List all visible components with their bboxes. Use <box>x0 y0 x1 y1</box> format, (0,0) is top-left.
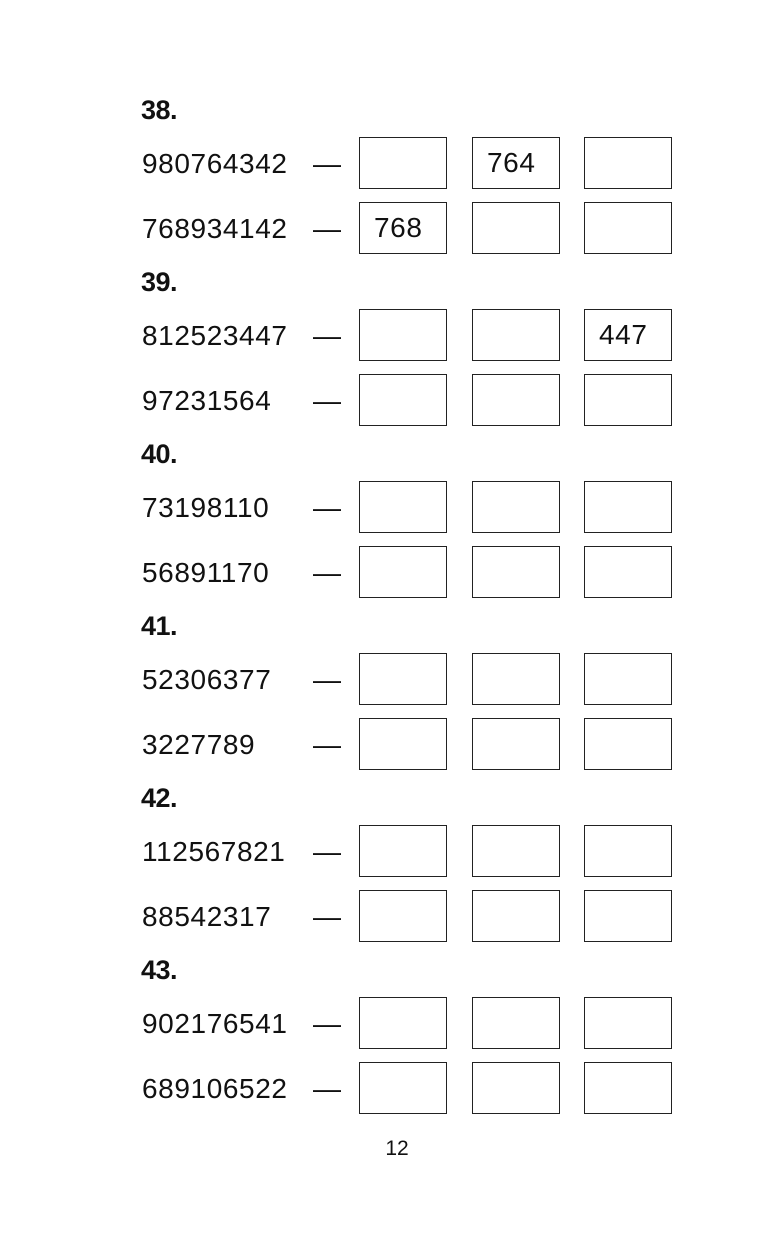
number-row <box>0 825 768 879</box>
dash: — <box>313 1008 341 1039</box>
answer-box[interactable]: 768 <box>359 202 447 254</box>
source-number: 52306377 <box>142 664 272 695</box>
answer-box[interactable] <box>472 374 560 426</box>
dash: — <box>313 729 341 760</box>
source-number: 73198110 <box>142 492 270 523</box>
number-row <box>0 890 768 944</box>
answer-box[interactable] <box>359 137 447 189</box>
answer-box[interactable] <box>359 546 447 598</box>
answer-box[interactable] <box>359 481 447 533</box>
source-number: 902176541 <box>142 1008 288 1039</box>
dash: — <box>313 213 341 244</box>
answer-box[interactable] <box>472 309 560 361</box>
answer-box[interactable] <box>359 997 447 1049</box>
source-number: 768934142 <box>142 213 288 244</box>
answer-box[interactable] <box>359 309 447 361</box>
answer-box[interactable] <box>472 202 560 254</box>
answer-box[interactable] <box>472 1062 560 1114</box>
source-number: 88542317 <box>142 901 272 932</box>
answer-box[interactable]: 447 <box>584 309 672 361</box>
answer-box[interactable] <box>472 718 560 770</box>
number-row <box>0 137 768 191</box>
dash: — <box>313 836 341 867</box>
dash: — <box>313 148 341 179</box>
dash: — <box>313 901 341 932</box>
number-row <box>0 997 768 1051</box>
exercise-number: 39. <box>141 267 178 297</box>
source-number: 97231564 <box>142 385 272 416</box>
answer-box[interactable] <box>472 825 560 877</box>
source-number: 112567821 <box>142 836 286 867</box>
number-row <box>0 653 768 707</box>
number-row <box>0 1062 768 1116</box>
answer-box[interactable] <box>359 1062 447 1114</box>
answer-box[interactable] <box>359 653 447 705</box>
answer-box[interactable] <box>472 653 560 705</box>
answer-box[interactable] <box>472 546 560 598</box>
answer-box[interactable] <box>359 825 447 877</box>
answer-box[interactable] <box>472 890 560 942</box>
dash: — <box>313 1073 341 1104</box>
answer-box[interactable]: 764 <box>472 137 560 189</box>
answer-box[interactable] <box>472 997 560 1049</box>
source-number: 980764342 <box>142 148 288 179</box>
exercise-number: 40. <box>141 439 178 469</box>
answer-box[interactable] <box>359 374 447 426</box>
dash: — <box>313 320 341 351</box>
answer-box[interactable] <box>584 997 672 1049</box>
answer-box[interactable] <box>359 890 447 942</box>
source-number: 812523447 <box>142 320 288 351</box>
answer-box[interactable] <box>584 137 672 189</box>
answer-box[interactable] <box>584 890 672 942</box>
exercise-number: 42. <box>141 783 178 813</box>
number-row <box>0 374 768 428</box>
answer-box[interactable] <box>584 546 672 598</box>
number-row <box>0 481 768 535</box>
answer-box[interactable] <box>359 718 447 770</box>
dash: — <box>313 492 341 523</box>
answer-box[interactable] <box>584 1062 672 1114</box>
answer-box[interactable] <box>584 202 672 254</box>
answer-box[interactable] <box>584 825 672 877</box>
answer-box[interactable] <box>584 374 672 426</box>
answer-box[interactable] <box>584 653 672 705</box>
page-number: 12 <box>385 1137 409 1160</box>
dash: — <box>313 385 341 416</box>
source-number: 689106522 <box>142 1073 288 1104</box>
exercise-number: 41. <box>141 611 178 641</box>
answer-box[interactable] <box>472 481 560 533</box>
source-number: 3227789 <box>142 729 256 760</box>
exercise-number: 43. <box>141 955 178 985</box>
dash: — <box>313 557 341 588</box>
exercise-number: 38. <box>141 95 178 125</box>
answer-box[interactable] <box>584 718 672 770</box>
number-row <box>0 202 768 256</box>
number-row <box>0 309 768 363</box>
number-row <box>0 718 768 772</box>
answer-box[interactable] <box>584 481 672 533</box>
dash: — <box>313 664 341 695</box>
source-number: 56891170 <box>142 557 270 588</box>
number-row <box>0 546 768 600</box>
